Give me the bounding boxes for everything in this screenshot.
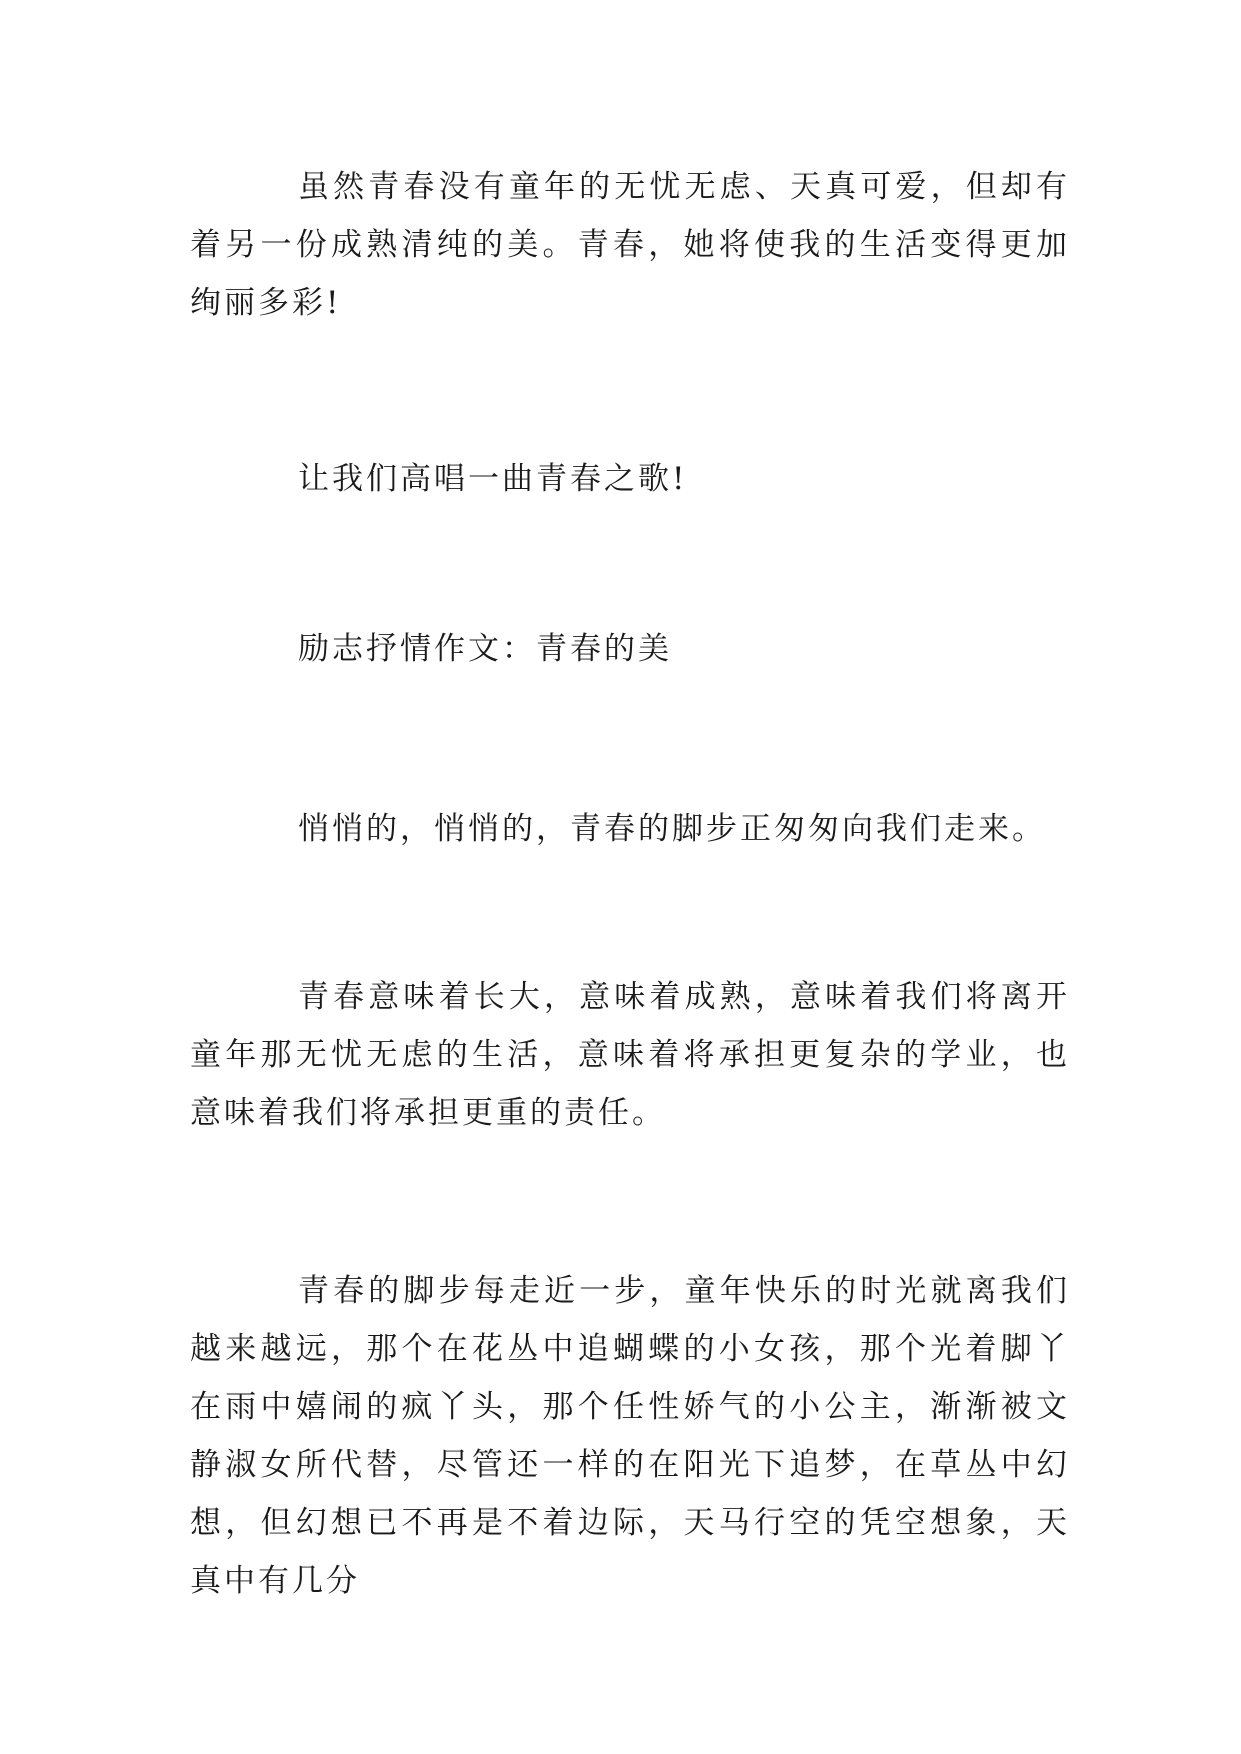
- paragraph-5: 青春的脚步每走近一步，童年快乐的时光就离我们越来越远，那个在花丛中追蝴蝶的小女孩，那个光着脚丫在雨中嬉闹的疯丫头，那个任性娇气的小公主，渐渐被文静淑女所代替，尽管还一样的在阳光下追梦，在草丛中幻想，但幻想已不再是不着边际，天马行空的凭空想象，天真中有几分: [190, 1273, 1070, 1599]
- essay-title: 励志抒情作文：青春的美: [298, 631, 672, 667]
- paragraph-4: 青春意味着长大，意味着成熟，意味着我们将离开童年那无忧无虑的生活，意味着将承担更复杂的学业，也意味着我们将承担更重的责任。: [190, 979, 1070, 1131]
- paragraph-2: 让我们高唱一曲青春之歌!: [298, 461, 688, 497]
- paragraph-3: 悄悄的，悄悄的，青春的脚步正匆匆向我们走来。: [298, 811, 1046, 847]
- paragraph-1: 虽然青春没有童年的无忧无虑、天真可爱，但却有着另一份成熟清纯的美。青春，她将使我的生活变得更加绚丽多彩!: [190, 169, 1070, 321]
